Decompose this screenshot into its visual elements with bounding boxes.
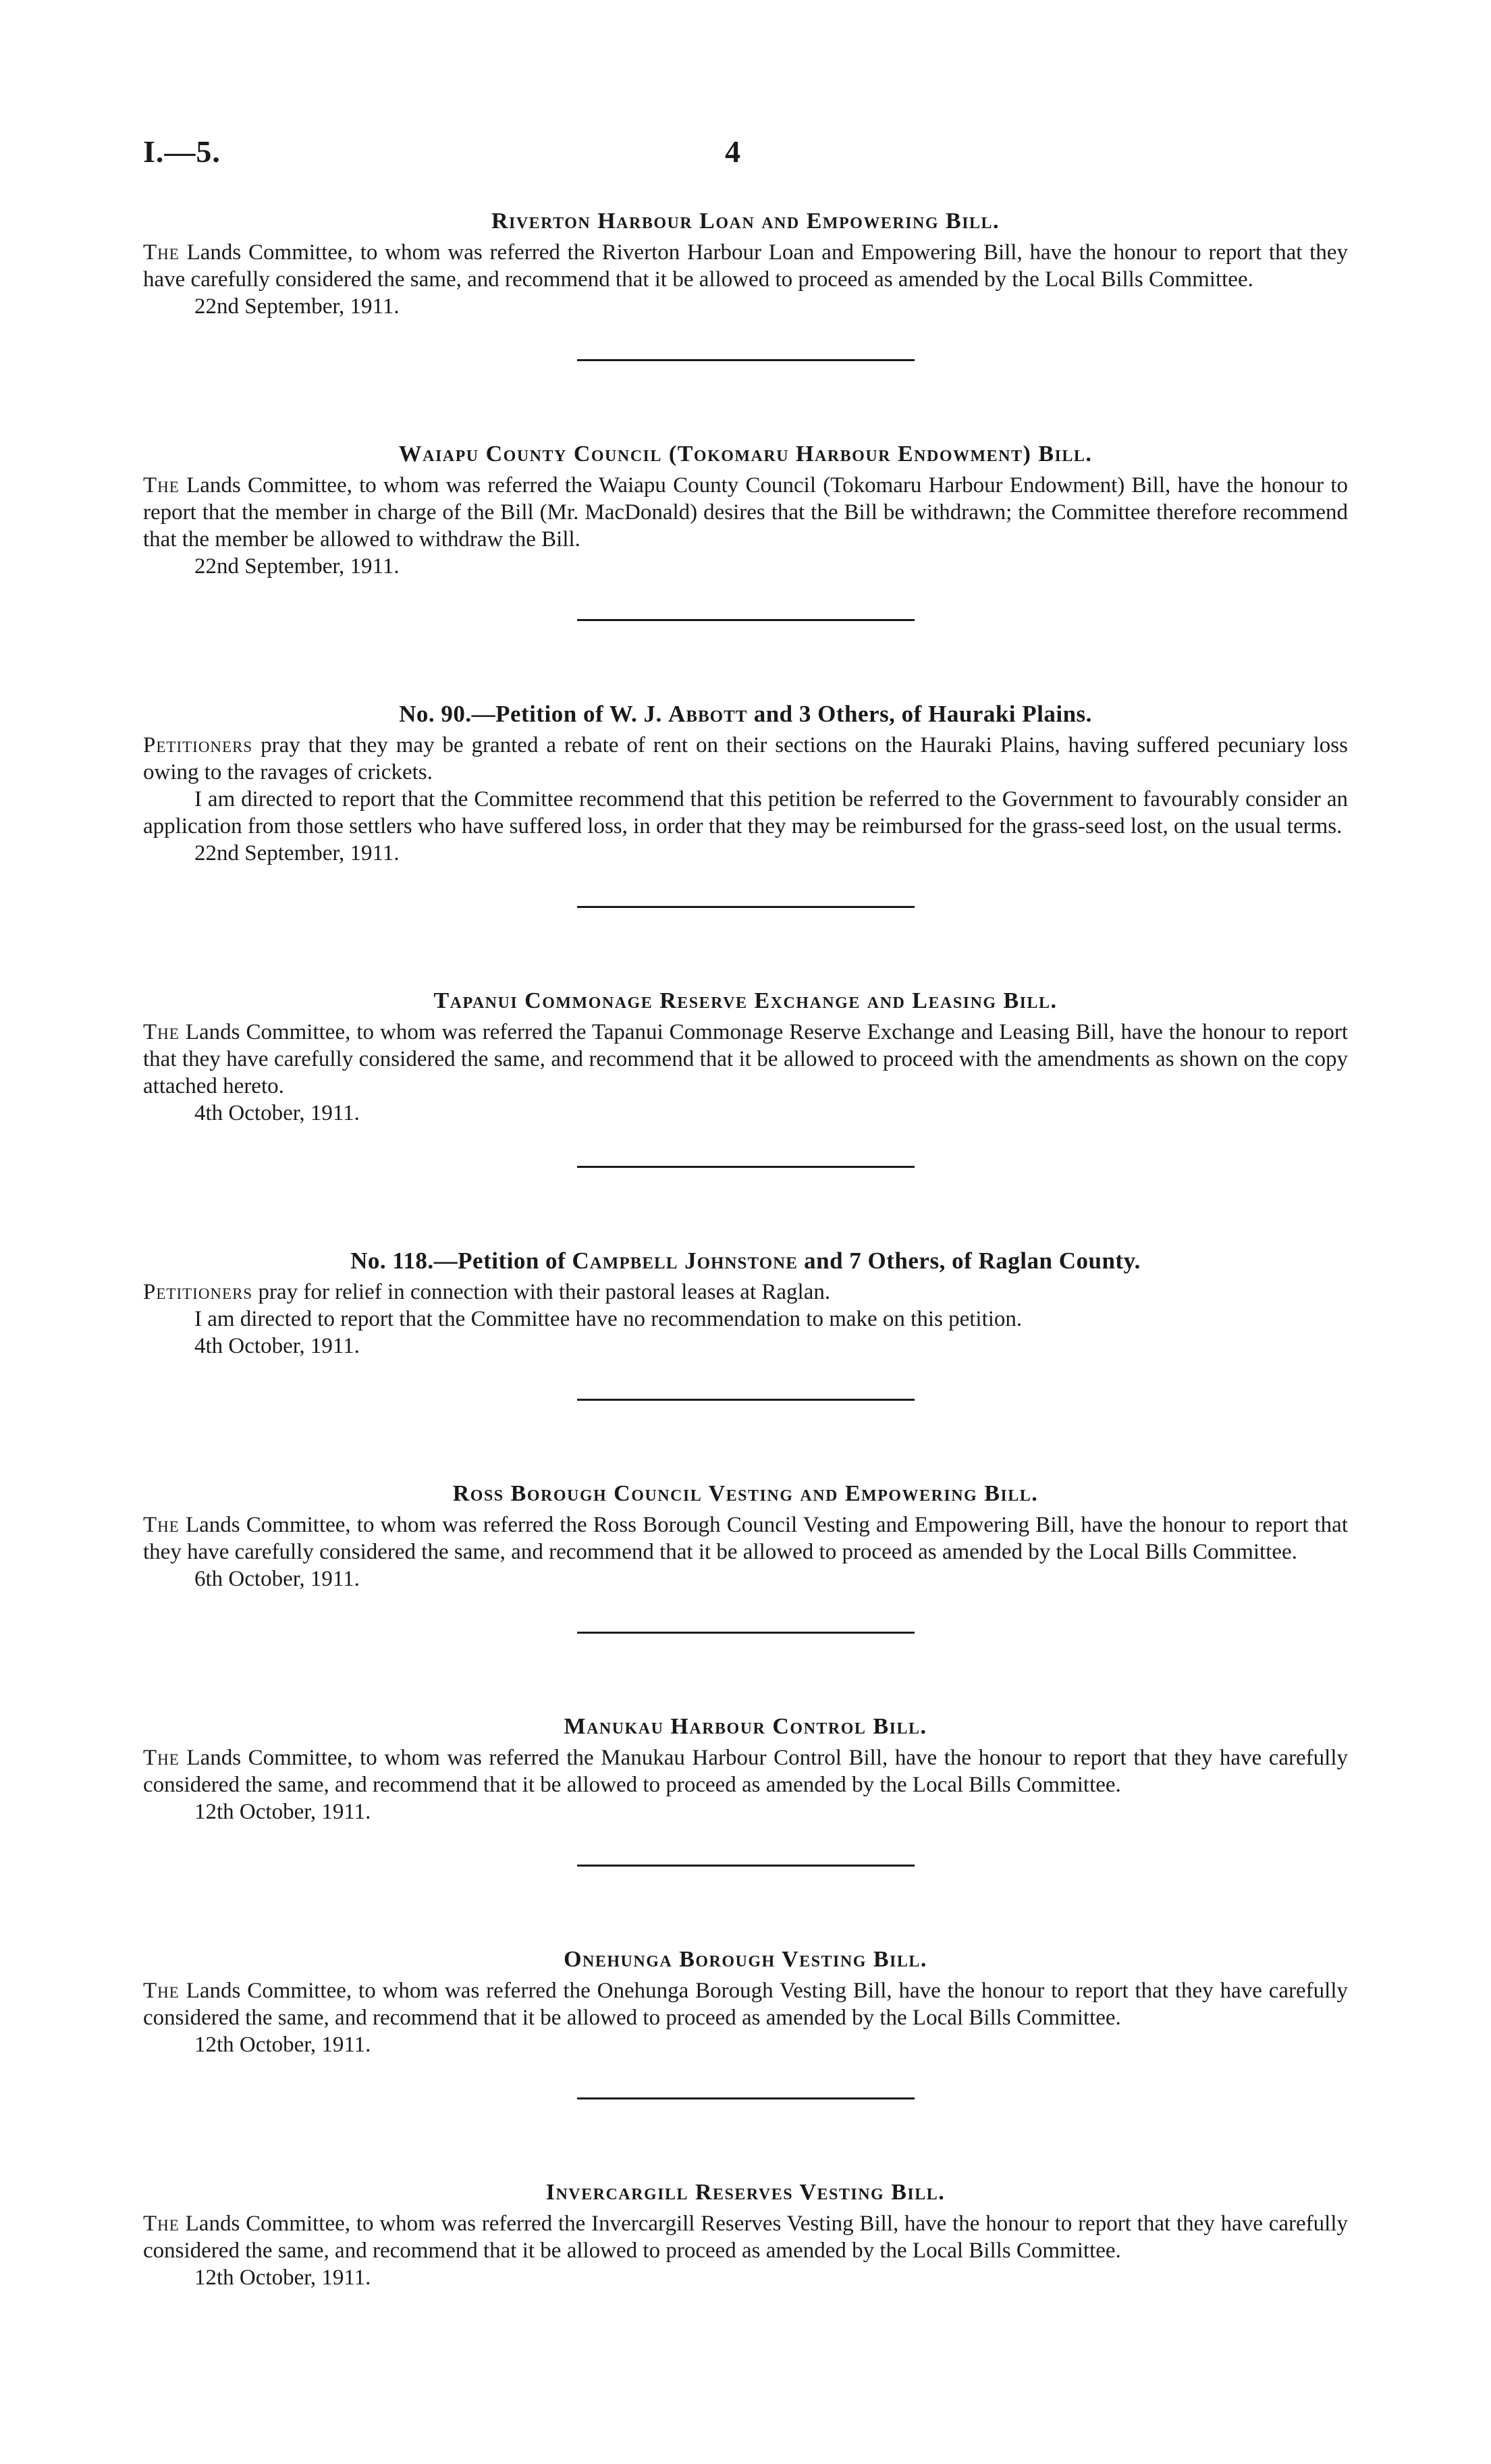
section-tapanui-commonage [143,988,1348,1127]
paragraph-body: pray that they may be granted a rebate of rent on their sections on the Hauraki Plains, having suffered pecuniary loss owing to the ravages of crickets. [143,733,1348,784]
section-date: 12th October, 1911. [194,2033,371,2057]
section-paragraph [143,1977,1348,2031]
section-date: 22nd September, 1911. [194,294,400,319]
section-title: Ross Borough Council Vesting and Empowering Bill. [452,1481,1039,1506]
paragraph-lead: Petitioners [143,733,253,757]
title-prefix: No. 118.—Petition of [350,1248,572,1274]
section-riverton-harbour [143,208,1348,320]
paragraph-body: Lands Committee, to whom was referred the Invercargill Reserves Vesting Bill, have the honour to report that they have carefully considered the same, and recommend that it be allowed to proceed as amended by the Local Bills Committee. [143,2212,1348,2263]
petitioner-name: Campbell Johnstone [572,1248,798,1274]
section-title: Onehunga Borough Vesting Bill. [564,1947,927,1972]
title-prefix: No. 90.—Petition of W. J. [399,701,669,727]
paragraph-body: Lands Committee, to whom was referred the Manukau Harbour Control Bill, have the honour to report that they have carefully considered the same, and recommend that it be allowed to proceed as amended by the Local Bills Committee. [143,1746,1348,1797]
section-title: Tapanui Commonage Reserve Exchange and Leasing Bill. [433,988,1058,1013]
paragraph-lead: The [143,1746,180,1770]
paragraph-body: Lands Committee, to whom was referred the Riverton Harbour Loan and Empowering Bill, have the honour to report that they have carefully considered the same, and recommend that it be allowed to proceed as amended by the Local Bills Committee. [143,240,1348,292]
section-date: 12th October, 1911. [194,2266,371,2290]
paragraph-lead: The [143,1513,180,1537]
title-suffix: and 7 Others, of Raglan County. [797,1248,1141,1274]
title-suffix: and 3 Others, of Hauraki Plains. [747,701,1092,727]
paragraph-lead: The [143,2212,180,2236]
section-paragraph [143,2210,1348,2264]
paragraph-body: Lands Committee, to whom was referred the Onehunga Borough Vesting Bill, have the honour to report that they have carefully considered the same, and recommend that it be allowed to proceed as amended by the Local Bills Committee. [143,1979,1348,2030]
section-date: 4th October, 1911. [194,1334,360,1358]
section-date: 4th October, 1911. [194,1101,360,1125]
section-paragraph-report: I am directed to report that the Committee recommend that this petition be referred to the Government to favourably consider an application from those settlers who have suffered loss, in order that they may be reimbursed for the grass-seed lost, on the usual terms. [143,787,1348,838]
section-title: Invercargill Reserves Vesting Bill. [545,2180,946,2205]
paragraph-body: pray for relief in connection with their pastoral leases at Raglan. [252,1280,831,1304]
section-date: 12th October, 1911. [194,1800,371,1824]
section-title [143,1248,1348,1275]
paragraph-body: Lands Committee, to whom was referred the Waiapu County Council (Tokomaru Harbour Endowment) Bill, have the honour to report that the member in charge of the Bill (Mr. MacDonald) desires that the Bill be withdrawn; the Committee therefore recommend that the member be allowed to withdraw the Bill. [143,473,1348,552]
section-paragraph [143,1019,1348,1100]
section-onehunga-borough [143,1946,1348,2058]
document-body [143,208,1348,2291]
section-waiapu-county [143,441,1348,580]
paragraph-lead: Petitioners [143,1280,253,1304]
section-date: 22nd September, 1911. [194,554,400,579]
section-petition-90 [143,701,1348,867]
section-paragraph [143,1279,1348,1306]
section-paragraph [143,1744,1348,1798]
section-date: 6th October, 1911. [194,1567,360,1591]
section-paragraph [143,732,1348,786]
section-ross-borough [143,1480,1348,1592]
section-paragraph [143,472,1348,553]
paragraph-lead: The [143,1020,180,1044]
section-paragraph [143,1511,1348,1565]
page-number: 4 [725,134,740,169]
page-header [143,134,1348,174]
section-invercargill-reserves [143,2179,1348,2291]
paragraph-lead: The [143,1979,180,2003]
section-title [143,701,1348,728]
section-paragraph [143,239,1348,293]
paragraph-lead: The [143,240,180,265]
paragraph-body: Lands Committee, to whom was referred the Tapanui Commonage Reserve Exchange and Leasing Bill, have the honour to report that they have carefully considered the same, and recommend that it be allowed to proceed with the amendments as shown on the copy attached hereto. [143,1020,1348,1098]
section-manukau-harbour [143,1713,1348,1825]
section-petition-118 [143,1248,1348,1360]
section-date: 22nd September, 1911. [194,841,400,865]
section-title: Waiapu County Council (Tokomaru Harbour Endowment) Bill. [398,441,1093,466]
document-reference: I.—5. [143,134,221,169]
section-paragraph-report: I am directed to report that the Committee have no recommendation to make on this petition. [194,1307,1023,1331]
paragraph-lead: The [143,473,180,498]
petitioner-name: Abbott [668,701,748,727]
section-title: Manukau Harbour Control Bill. [564,1714,927,1739]
paragraph-body: Lands Committee, to whom was referred the Ross Borough Council Vesting and Empowering Bill, have the honour to report that they have carefully considered the same, and recommend that it be allowed to proceed as amended by the Local Bills Committee. [143,1513,1348,1564]
section-title: Riverton Harbour Loan and Empowering Bill. [491,209,1000,234]
